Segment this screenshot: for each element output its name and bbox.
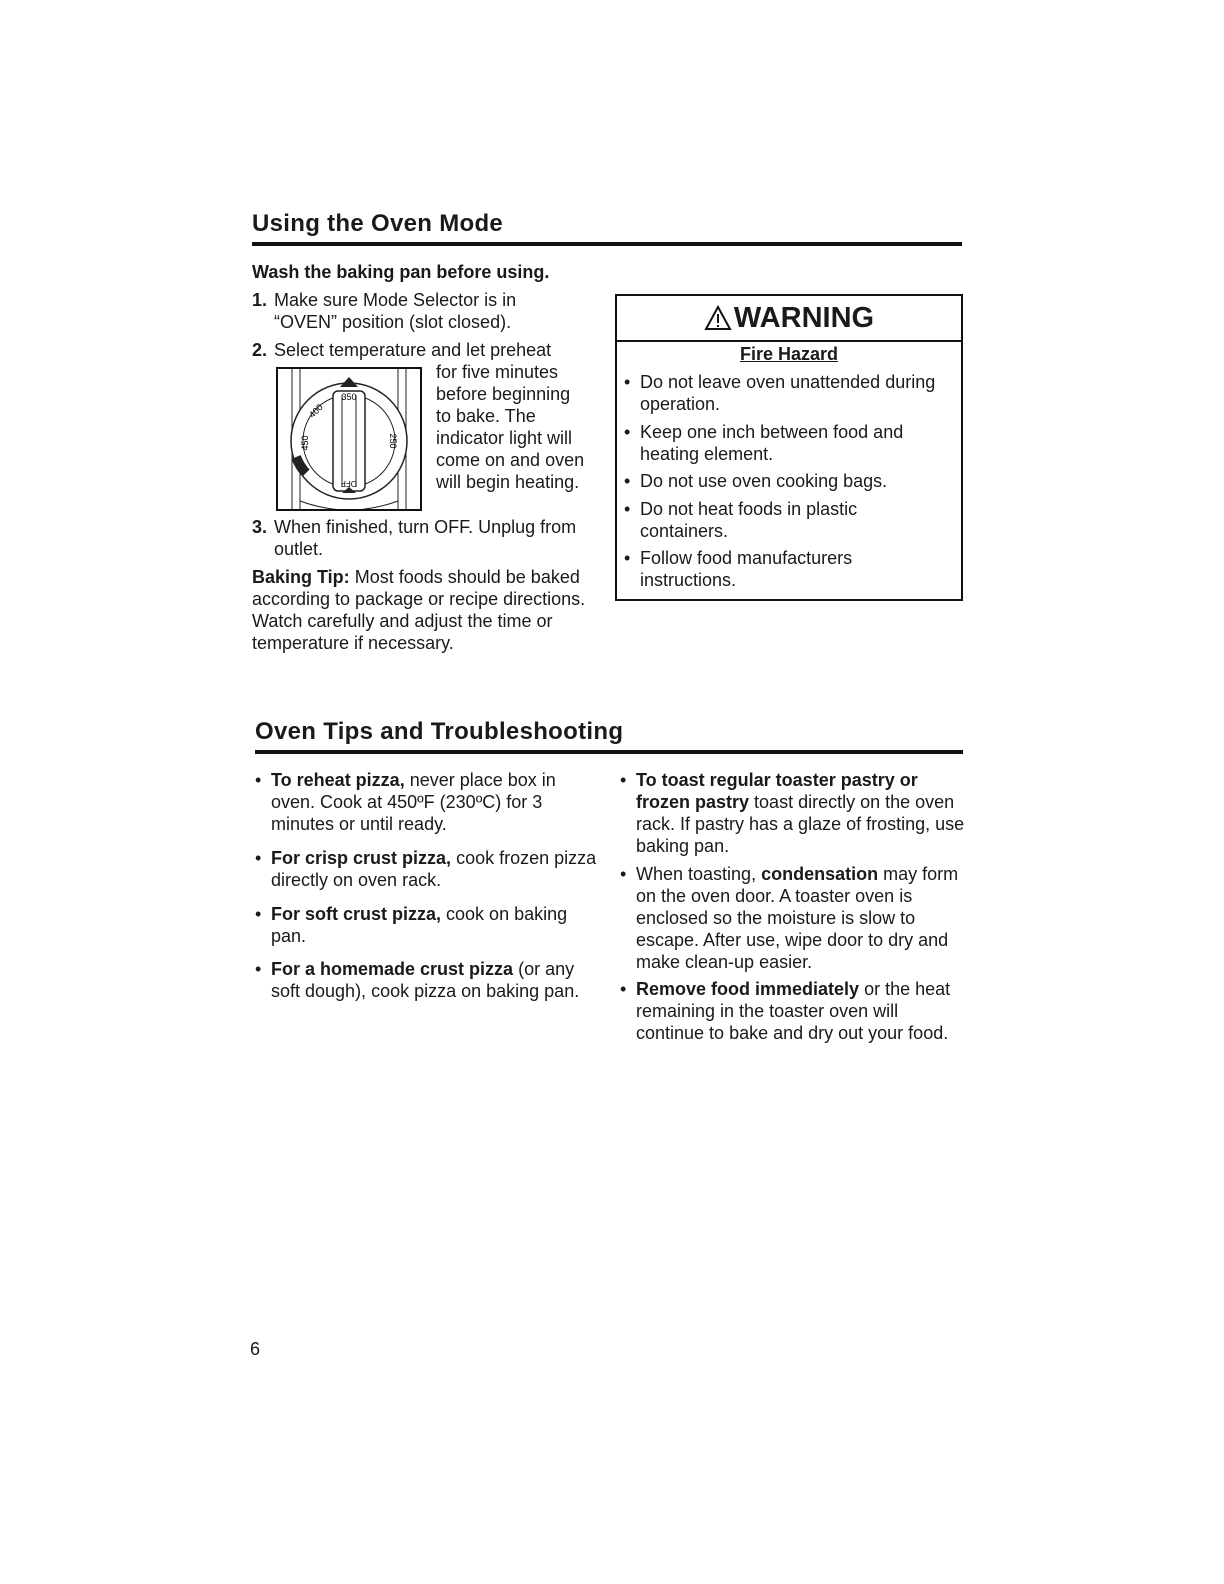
step-item — [252, 516, 582, 560]
warning-title: WARNING — [733, 301, 875, 334]
dial-label: 350 — [341, 392, 357, 402]
step-text: Make sure Mode Selector is in “OVEN” position (slot closed). — [274, 290, 517, 332]
baking-tip — [252, 566, 592, 654]
tip-item: • Remove food immediately or the heat remaining in the toaster oven will continue to bake and dry out your food. — [620, 979, 951, 1043]
warning-item-text: Follow food manufacturers instructions. — [640, 548, 853, 590]
dial-label: 400 — [307, 402, 325, 420]
tip-bold: To reheat pizza, — [271, 770, 405, 790]
tip-text: or the heat remaining in the toaster oven will continue to bake and dry out your food. — [636, 979, 951, 1043]
subhead-wash-pan: Wash the baking pan before using. — [252, 262, 550, 282]
tip-text: never place box in oven. Cook at 450ºF (230ºC) for 3 minutes or until ready. — [271, 770, 556, 834]
step-text-wrap: for five minutes before beginning to bake. The indicator light will come on and oven will begin heating. — [436, 362, 585, 492]
tip-bold: To toast regular toaster pastry or frozen pastry — [636, 770, 918, 812]
warning-item: • Do not use oven cooking bags. — [624, 470, 944, 492]
tip-item: • To toast regular toaster pastry or frozen pastry toast directly on the oven rack. If pastry has a glaze of frosting, use baking pan. — [620, 770, 965, 856]
step-text: When finished, turn OFF. Unplug from outlet. — [274, 517, 577, 559]
tip-bold: For a homemade crust pizza — [271, 959, 514, 979]
warning-item-text: Do not leave oven unattended during operation. — [640, 372, 936, 414]
page-number: 6 — [250, 1339, 261, 1359]
tip-bold: For soft crust pizza, — [271, 904, 442, 924]
warning-header — [617, 296, 961, 342]
tip-text: toast directly on the oven rack. If pastry has a glaze of frosting, use baking pan. — [636, 792, 965, 856]
tip-pre: When toasting, — [636, 864, 757, 884]
tip-item: • To reheat pizza, never place box in oven. Cook at 450ºF (230ºC) for 3 minutes or until ready. — [255, 770, 556, 834]
step-text: Select temperature and let preheat — [274, 340, 552, 360]
temperature-dial-icon — [276, 367, 422, 511]
warning-subtitle: Fire Hazard — [739, 344, 839, 364]
tip-item: • For a homemade crust pizza (or any soft dough), cook pizza on baking pan. — [255, 959, 580, 1001]
section-rule — [252, 242, 962, 246]
warning-item: • Follow food manufacturers instructions. — [624, 547, 944, 591]
tip-bold: For crisp crust pizza, — [271, 848, 452, 868]
step-item — [252, 339, 592, 361]
tip-text: may form on the oven door. A toaster oven is enclosed so the moisture is slow to escape. After use, wipe door to dry and make clean-up easier. — [636, 864, 959, 972]
warning-item: • Do not heat foods in plastic containers. — [624, 498, 944, 542]
warning-item-text: Do not use oven cooking bags. — [640, 471, 888, 491]
section-rule — [255, 750, 963, 754]
section-title-oven-mode: Using the Oven Mode — [252, 210, 504, 237]
warning-triangle-icon — [704, 305, 732, 331]
tip-bold: condensation — [761, 864, 879, 884]
warning-item: • Do not leave oven unattended during operation. — [624, 371, 944, 415]
step-number: 2. — [252, 340, 268, 360]
tip-text: cook on baking pan. — [271, 904, 568, 946]
dial-drawing — [278, 369, 420, 509]
tip-item: • When toasting, condensation may form on the oven door. A toaster oven is enclosed so the moisture is slow to escape. After use, wipe door to dry and make clean-up easier. — [620, 864, 959, 972]
step-number: 3. — [252, 517, 268, 537]
baking-tip-text: Most foods should be baked according to package or recipe directions. Watch carefully and adjust the time or temperature if necessary. — [252, 567, 586, 653]
tip-item: • For crisp crust pizza, cook frozen pizza directly on oven rack. — [255, 848, 597, 890]
tip-bold: Remove food immediately — [636, 979, 860, 999]
warning-item: • Keep one inch between food and heating element. — [624, 421, 944, 465]
step-number: 1. — [252, 290, 268, 310]
section-title-tips: Oven Tips and Troubleshooting — [255, 718, 624, 745]
tip-text: (or any soft dough), cook pizza on baking pan. — [271, 959, 580, 1001]
step-item — [252, 289, 572, 333]
tip-item: • For soft crust pizza, cook on baking pan. — [255, 904, 568, 946]
dial-label: 250 — [388, 433, 398, 449]
dial-label: OFF — [341, 479, 357, 488]
dial-label: 450 — [300, 435, 310, 451]
warning-item-text: Keep one inch between food and heating element. — [640, 422, 904, 464]
baking-tip-label: Baking Tip: — [252, 567, 350, 587]
warning-item-text: Do not heat foods in plastic containers. — [640, 499, 858, 541]
tip-text: cook frozen pizza directly on oven rack. — [271, 848, 597, 890]
